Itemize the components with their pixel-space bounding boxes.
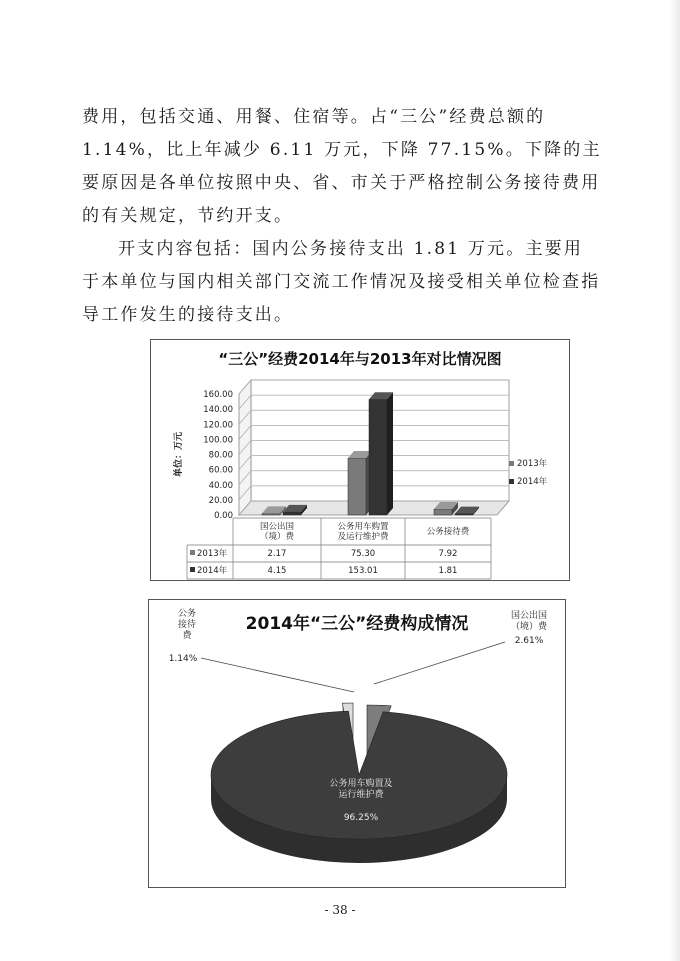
bar-chart-y-tick-label: 60.00 <box>208 465 233 476</box>
data-table-series-label: 2014年 <box>197 566 228 576</box>
bar-chart-y-tick-label: 80.00 <box>208 450 233 461</box>
bar-chart-y-tick-label: 160.00 <box>203 390 233 400</box>
bar <box>455 514 473 515</box>
bar-chart-y-tick-label: 0.00 <box>214 511 233 521</box>
data-table-category-label: 国公出国 <box>259 522 295 532</box>
pie-label: 公务 <box>177 609 197 619</box>
bar-chart-legend-label: 2014年 <box>517 477 548 487</box>
pie-label: 公务用车购置及 <box>329 779 393 789</box>
bar <box>348 458 366 515</box>
comparison-bar-chart <box>150 339 570 581</box>
bar-chart-y-tick-label: 20.00 <box>208 495 233 506</box>
bar-chart-y-tick-label: 140.00 <box>203 405 233 416</box>
data-table-value: 7.92 <box>438 549 458 559</box>
bar-chart-legend-swatch <box>509 461 514 466</box>
data-table-value: 75.30 <box>350 549 376 559</box>
bar-chart-y-tick-label: 120.00 <box>203 420 233 431</box>
paragraph-reception-summary: 费用，包括交通、用餐、住宿等。占“三公”经费总额的 1.14%，比上年减少 6.11 万元，下降 77.15%。下降的主要原因是各单位按照中央、省、市关于严格控制公务接待费用的有关规定，节约开支。 <box>82 107 602 226</box>
bar-side <box>387 392 393 515</box>
bar-chart-y-tick-label: 100.00 <box>203 435 233 446</box>
data-table-category-label: （境）费 <box>259 532 295 542</box>
page-edge-shadow <box>670 0 680 961</box>
pie-label: （境）费 <box>510 622 548 632</box>
data-table-legend-swatch <box>190 567 195 572</box>
bar-chart-svg <box>151 340 569 580</box>
composition-pie-chart <box>148 599 566 888</box>
data-table-series-label: 2013年 <box>197 549 228 559</box>
bar-chart-title: “三公”经费2014年与2013年对比情况图 <box>218 350 502 368</box>
pie-percent-label: 1.14% <box>168 654 198 664</box>
bar <box>434 509 452 515</box>
data-table-value: 153.01 <box>348 566 378 576</box>
pie-label: 国公出国 <box>510 611 548 621</box>
bar <box>369 399 387 515</box>
pie-leader-line <box>374 642 505 684</box>
pie-leader-line <box>201 658 354 692</box>
bar-chart-legend-label: 2013年 <box>517 459 548 469</box>
data-table-category-label: 公务接待费 <box>426 527 470 537</box>
data-table-category-label: 公务用车购置 <box>337 522 389 532</box>
pie-chart-title: 2014年“三公”经费构成情况 <box>245 614 469 634</box>
bar-chart-y-tick-label: 40.00 <box>208 480 233 491</box>
data-table-value: 2.17 <box>267 549 287 559</box>
pie-label: 运行维护费 <box>338 790 384 800</box>
pie-label: 接待 <box>177 620 197 630</box>
bar-chart-legend-swatch <box>509 479 514 484</box>
paragraph-reception-details: 开支内容包括：国内公务接待支出 1.81 万元。主要用于本单位与国内相关部门交流工作情况及接受相关单位检查指导工作发生的接待支出。 <box>82 239 601 325</box>
data-table-value: 1.81 <box>438 566 458 576</box>
pie-chart-svg <box>149 600 565 887</box>
data-table-value: 4.15 <box>267 566 287 576</box>
pie-percent-label: 96.25% <box>343 813 379 823</box>
bar-chart-y-axis-label: 单位：万元 <box>174 431 184 478</box>
data-table-category-label: 及运行维护费 <box>337 532 389 542</box>
pie-percent-label: 2.61% <box>514 636 544 646</box>
page-number: - 38 - <box>324 903 356 917</box>
data-table-legend-swatch <box>190 550 195 555</box>
pie-label: 费 <box>182 631 192 641</box>
bar <box>262 513 280 515</box>
bar <box>283 512 301 515</box>
